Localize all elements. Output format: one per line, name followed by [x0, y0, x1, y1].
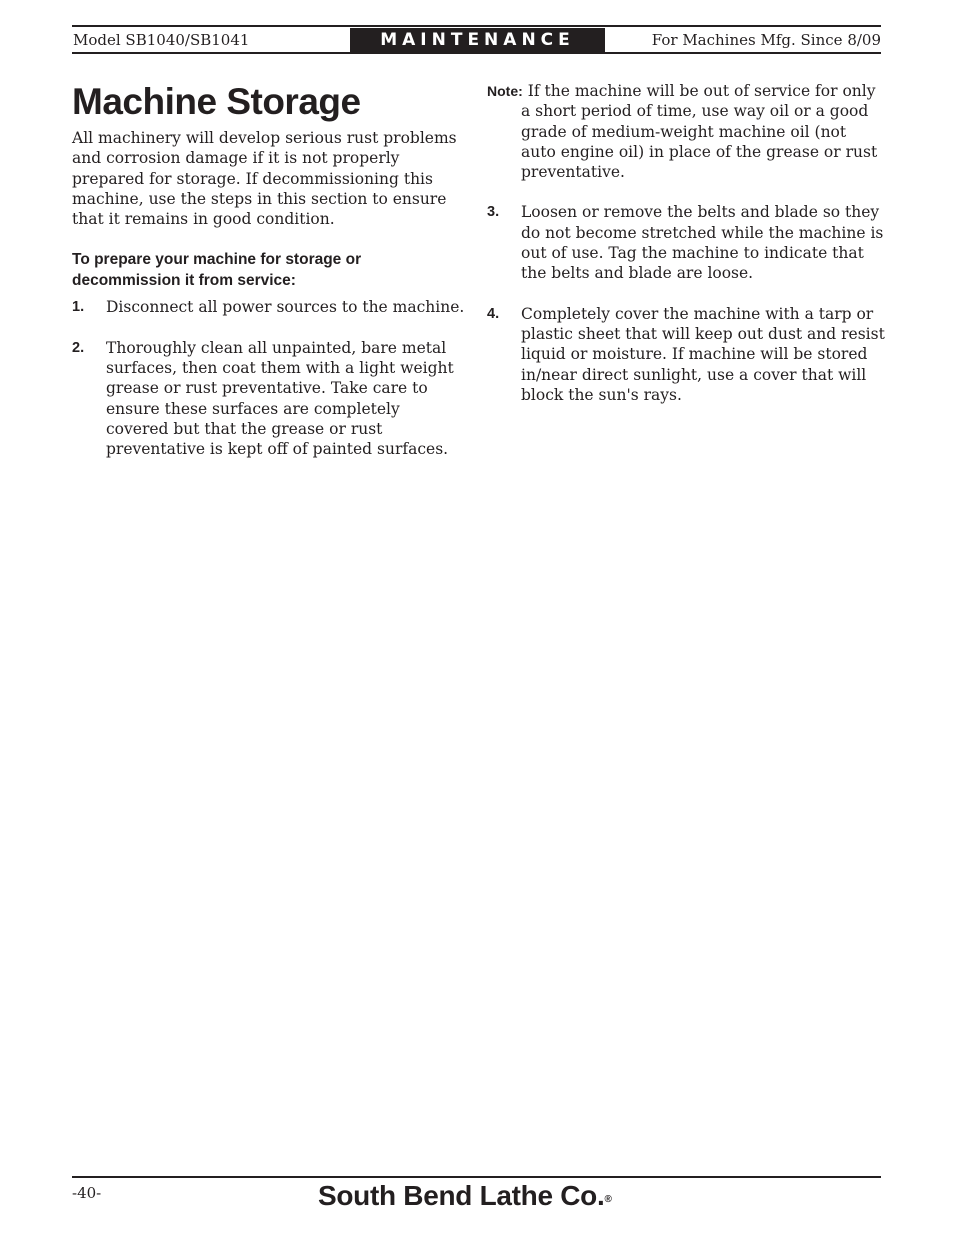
model-label: Model SB1040/SB1041 [73, 31, 250, 49]
registered-mark: ® [604, 1194, 612, 1205]
note-label: Note: [487, 83, 523, 99]
step-item [487, 202, 885, 283]
step-number: 1. [72, 299, 85, 316]
brand-name: South Bend Lathe Co. [318, 1180, 605, 1211]
brand-logo [318, 1178, 612, 1214]
procedure-subheading: To prepare your machine for storage or decommission it from service: [72, 251, 362, 290]
mfg-date-label: For Machines Mfg. Since 8/09 [651, 31, 881, 49]
step-item [72, 297, 466, 317]
step-text: Completely cover the machine with a tarp or plastic sheet that will keep out dust and resist liquid or moisture. If machine will be stored in/near direct sunlight, use a cover that will block the sun's rays. [521, 304, 885, 404]
header-top-rule [72, 25, 881, 27]
step-text: Thoroughly clean all unpainted, bare metal surfaces, then coat them with a light weight grease or rust preventative. Take care to ensure these surfaces are completely covered but that the grease or rust preventative is kept off of painted surfaces. [106, 338, 454, 459]
intro-paragraph: All machinery will develop serious rust problems and corrosion damage if it is not properly prepared for storage. If decommissioning this machine, use the steps in this section to ensure that it remains in good condition. [72, 129, 457, 229]
note-block [487, 81, 885, 182]
header-bottom-rule [72, 52, 881, 54]
page-title: Machine Storage [72, 81, 361, 122]
section-banner: MAINTENANCE [350, 28, 605, 52]
page-number: -40- [72, 1184, 102, 1202]
step-text: Disconnect all power sources to the machine. [106, 298, 465, 317]
right-column [487, 81, 885, 405]
step-text: Loosen or remove the belts and blade so they do not become stretched while the machine is out of use. Tag the machine to indicate that the belts and blade are loose. [521, 203, 884, 283]
step-number: 3. [487, 204, 500, 221]
left-column [72, 128, 466, 460]
note-text: If the machine will be out of service for only a short period of time, use way oil or a good grade of medium-weight machine oil (not auto engine oil) in place of the grease or rust preventative. [521, 82, 878, 182]
step-number: 2. [72, 339, 85, 356]
step-number: 4. [487, 305, 500, 322]
step-item [487, 304, 885, 405]
step-item [72, 338, 466, 460]
